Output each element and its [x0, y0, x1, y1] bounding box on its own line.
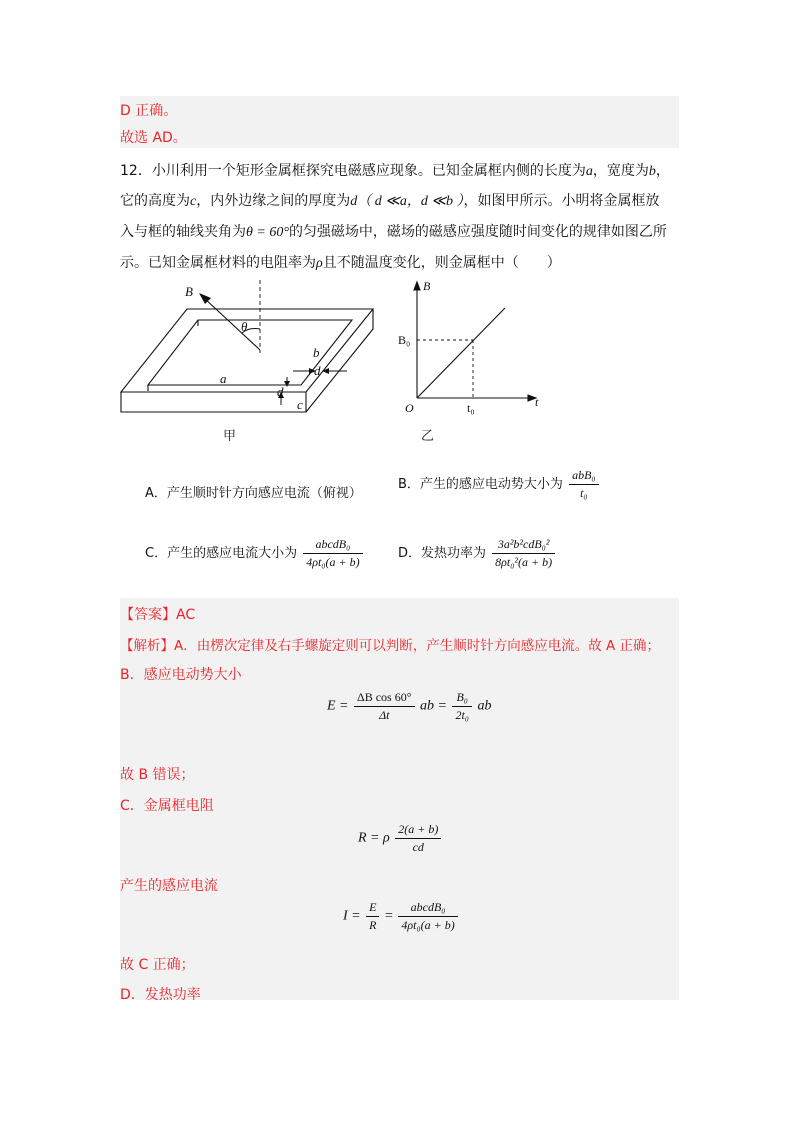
eq3-numerator-2: abcdB₀: [398, 900, 457, 917]
var-c: c: [190, 194, 197, 209]
option-b-fraction: [569, 468, 599, 501]
eq1-mid: ab =: [420, 698, 447, 714]
analysis-current-title: 产生的感应电流: [120, 878, 218, 894]
analysis-b-wrong: 故 B 错误；: [120, 767, 195, 783]
condition: （ d ≪a，d ≪b ）: [357, 194, 464, 209]
option-b: [398, 468, 601, 501]
analysis-b-title: B．感应电动势大小: [120, 667, 242, 683]
equation-current: [343, 900, 460, 933]
answer-label: 【答案】AC: [120, 607, 196, 623]
label-d-left: d: [277, 384, 284, 399]
previous-answer-d: D 正确。: [120, 103, 178, 119]
option-c-fraction: [303, 537, 362, 570]
angle-theta: θ = 60°: [246, 225, 289, 240]
question-line-2: [120, 190, 660, 210]
graph-label-O: O: [405, 401, 414, 415]
label-theta: θ: [241, 319, 248, 334]
var-rho: ρ: [316, 256, 323, 271]
eq1-fraction-1: [354, 690, 415, 723]
var-a: a: [585, 164, 593, 179]
graph-label-B: B: [423, 279, 431, 293]
eq2-numerator: 2(a + b): [395, 822, 441, 839]
equation-resistance: [358, 822, 443, 855]
analysis-a: 【解析】A．由楞次定律及右手螺旋定则可以判断，产生顺时针方向感应电流。故 A 正确；: [120, 638, 661, 654]
eq2-fraction: [395, 822, 441, 855]
question-text: 示。已知金属框材料的电阻率为: [120, 255, 316, 271]
previous-answer-choice: 故选 AD。: [120, 130, 187, 146]
label-c: c: [297, 397, 303, 412]
question-text: 小川利用一个矩形金属框探究电磁感应现象。已知金属框内侧的长度为: [151, 163, 586, 179]
option-c-text: C．产生的感应电流大小为: [145, 546, 298, 561]
option-d-fraction: [492, 537, 555, 570]
eq1-denominator-1: Δt: [379, 708, 390, 722]
equation-emf: [327, 690, 491, 723]
eq1-lhs: E =: [327, 698, 349, 714]
graph-label-t: t: [535, 395, 539, 409]
eq1-denominator-2: 2t₀: [455, 708, 469, 722]
question-number: 12．: [120, 163, 152, 179]
figure-graph: [395, 278, 545, 418]
graph-label-t0: t₀: [467, 401, 475, 415]
option-d-text: D．发热功率为: [398, 546, 487, 561]
option-b-denominator: t₀: [569, 484, 599, 501]
graph-label-B0: B₀: [398, 333, 411, 347]
question-text: ，内外边缘之间的厚度为: [196, 193, 351, 209]
option-c-numerator: abcdB₀: [303, 537, 362, 554]
option-b-text: B．产生的感应电动势大小为: [398, 477, 563, 492]
previous-answer-block: [120, 96, 679, 148]
option-d-numerator: 3a²b²cdB₀²: [492, 537, 555, 554]
eq2-lhs: R = ρ: [358, 830, 390, 846]
question-line-1: [120, 160, 670, 180]
option-c: [145, 537, 365, 570]
analysis-c-right: 故 C 正确；: [120, 957, 195, 973]
eq1-numerator-1: ΔB cos 60°: [354, 690, 415, 707]
option-d-denominator: 8ρt₀²(a + b): [495, 555, 553, 569]
label-B: B: [185, 284, 193, 299]
eq3-denominator-2: 4ρt₀(a + b): [401, 918, 455, 932]
label-a: a: [220, 371, 227, 386]
question-text: 且不随温度变化，则金属框中（ ）: [322, 255, 561, 271]
analysis-c-title: C．金属框电阻: [120, 798, 214, 814]
question-text: ，如图甲所示。小明将金属框放: [463, 193, 660, 209]
question-text: ，宽度为: [592, 163, 649, 179]
question-line-3: [120, 221, 667, 241]
label-b: b: [313, 345, 320, 360]
figure-graph-caption: 乙: [421, 429, 435, 444]
figure-frame: [115, 275, 390, 425]
option-c-denominator: 4ρt₀(a + b): [306, 555, 360, 569]
var-d: d: [350, 194, 358, 209]
question-line-4: [120, 252, 561, 272]
option-d: [398, 537, 557, 570]
eq3-denominator-1: R: [369, 918, 377, 932]
option-a: A．产生顺时针方向感应电流（俯视）: [145, 486, 362, 501]
analysis-d-title: D．发热功率: [120, 987, 201, 1003]
question-text: ，: [655, 163, 670, 179]
question-text: 的匀强磁场中，磁场的磁感应强度随时间变化的规律如图乙所: [288, 224, 667, 240]
eq3-numerator-1: E: [366, 900, 379, 917]
eq2-denominator: cd: [412, 840, 424, 854]
question-text: 它的高度为: [120, 193, 190, 209]
option-b-numerator: abB₀: [572, 468, 596, 482]
eq3-fraction-2: [398, 900, 457, 933]
eq3-mid: =: [384, 908, 393, 924]
eq1-tail: ab: [477, 698, 492, 714]
eq3-fraction-1: [366, 900, 379, 933]
var-b: b: [648, 164, 656, 179]
question-text: 入与框的轴线夹角为: [120, 224, 246, 240]
eq1-fraction-2: [452, 690, 472, 723]
label-d-right: d: [314, 363, 321, 378]
eq1-numerator-2: B₀: [452, 690, 472, 707]
figure-frame-caption: 甲: [223, 429, 237, 444]
eq3-lhs: I =: [343, 908, 361, 924]
